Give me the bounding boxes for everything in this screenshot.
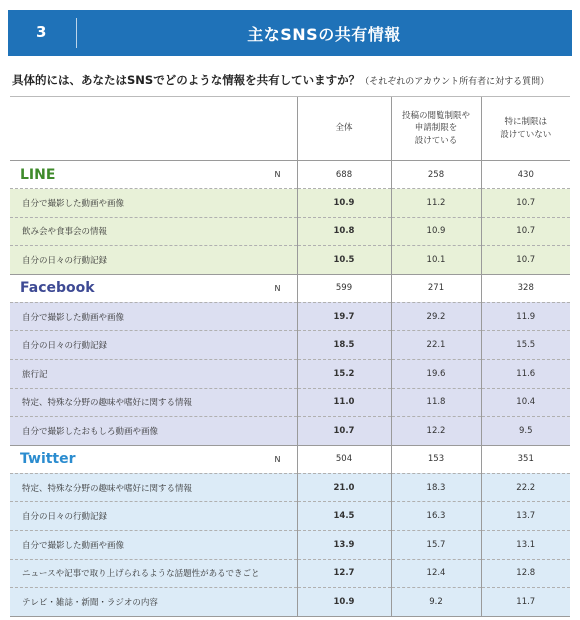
cell-value: 18.3 bbox=[391, 473, 481, 502]
cell-value: 11.7 bbox=[481, 588, 570, 617]
cell-value: 11.0 bbox=[297, 388, 391, 417]
cell-value: 22.1 bbox=[391, 331, 481, 360]
table-row bbox=[10, 359, 570, 388]
n-value: 351 bbox=[481, 445, 570, 473]
row-label: 自分で撮影した動画や画像 bbox=[10, 189, 297, 218]
cell-value: 18.5 bbox=[297, 331, 391, 360]
n-value: 504 bbox=[297, 445, 391, 473]
header-blank bbox=[10, 97, 297, 161]
cell-value: 11.2 bbox=[391, 189, 481, 218]
cell-value: 10.5 bbox=[297, 246, 391, 275]
table-row bbox=[10, 388, 570, 417]
cell-value: 11.8 bbox=[391, 388, 481, 417]
table-row bbox=[10, 588, 570, 617]
row-label: ニュースや記事で取り上げられるような話題性があるできごと bbox=[10, 559, 297, 588]
cell-value: 29.2 bbox=[391, 302, 481, 331]
n-label: N bbox=[274, 283, 281, 293]
cell-value: 12.7 bbox=[297, 559, 391, 588]
cell-value: 10.8 bbox=[297, 217, 391, 246]
cell-value: 13.9 bbox=[297, 530, 391, 559]
table-header-row bbox=[10, 97, 570, 161]
cell-value: 10.1 bbox=[391, 246, 481, 275]
cell-value: 15.5 bbox=[481, 331, 570, 360]
table-row bbox=[10, 302, 570, 331]
cell-value: 11.9 bbox=[481, 302, 570, 331]
survey-question bbox=[12, 72, 572, 88]
service-name-line: LINE N bbox=[10, 161, 297, 189]
table-row bbox=[10, 530, 570, 559]
column-header-restricted: 投稿の閲覧制限や 申請制限を 設けている bbox=[391, 97, 481, 161]
service-row-facebook bbox=[10, 274, 570, 302]
section-number: 3 bbox=[36, 23, 47, 41]
table-row bbox=[10, 502, 570, 531]
table-row bbox=[10, 189, 570, 218]
n-value: 599 bbox=[297, 274, 391, 302]
row-label: 自分の日々の行動記録 bbox=[10, 502, 297, 531]
n-label: N bbox=[274, 454, 281, 464]
table-row bbox=[10, 331, 570, 360]
row-label: 特定、特殊な分野の趣味や嗜好に関する情報 bbox=[10, 388, 297, 417]
cell-value: 10.7 bbox=[481, 217, 570, 246]
service-row-twitter bbox=[10, 445, 570, 473]
cell-value: 21.0 bbox=[297, 473, 391, 502]
cell-value: 16.3 bbox=[391, 502, 481, 531]
cell-value: 10.4 bbox=[481, 388, 570, 417]
cell-value: 12.8 bbox=[481, 559, 570, 588]
column-header-unrestricted: 特に制限は 設けていない bbox=[481, 97, 570, 161]
row-label: 旅行記 bbox=[10, 359, 297, 388]
service-name-facebook: Facebook N bbox=[10, 274, 297, 302]
cell-value: 22.2 bbox=[481, 473, 570, 502]
section-header bbox=[8, 10, 572, 56]
n-value: 688 bbox=[297, 161, 391, 189]
row-label: テレビ・雑誌・新聞・ラジオの内容 bbox=[10, 588, 297, 617]
row-label: 飲み会や食事会の情報 bbox=[10, 217, 297, 246]
table-row bbox=[10, 246, 570, 275]
row-label: 自分で撮影した動画や画像 bbox=[10, 302, 297, 331]
cell-value: 13.1 bbox=[481, 530, 570, 559]
cell-value: 19.6 bbox=[391, 359, 481, 388]
cell-value: 10.9 bbox=[297, 189, 391, 218]
row-label: 特定、特殊な分野の趣味や嗜好に関する情報 bbox=[10, 473, 297, 502]
row-label: 自分の日々の行動記録 bbox=[10, 331, 297, 360]
question-note: （それぞれのアカウント所有者に対する質問） bbox=[360, 77, 550, 87]
n-value: 271 bbox=[391, 274, 481, 302]
table-row bbox=[10, 473, 570, 502]
cell-value: 12.2 bbox=[391, 417, 481, 446]
n-value: 153 bbox=[391, 445, 481, 473]
table-row bbox=[10, 559, 570, 588]
cell-value: 19.7 bbox=[297, 302, 391, 331]
n-value: 430 bbox=[481, 161, 570, 189]
row-label: 自分で撮影したおもしろ動画や画像 bbox=[10, 417, 297, 446]
cell-value: 14.5 bbox=[297, 502, 391, 531]
n-label: N bbox=[274, 170, 281, 179]
cell-value: 10.7 bbox=[481, 189, 570, 218]
cell-value: 9.2 bbox=[391, 588, 481, 617]
question-text: 具体的には、あなたはSNSでどのような情報を共有していますか？ bbox=[12, 73, 361, 87]
row-label: 自分の日々の行動記録 bbox=[10, 246, 297, 275]
table-row bbox=[10, 417, 570, 446]
service-name-twitter: Twitter N bbox=[10, 445, 297, 473]
cell-value: 15.7 bbox=[391, 530, 481, 559]
n-value: 328 bbox=[481, 274, 570, 302]
cell-value: 9.5 bbox=[481, 417, 570, 446]
cell-value: 10.9 bbox=[297, 588, 391, 617]
row-label: 自分で撮影した動画や画像 bbox=[10, 530, 297, 559]
sns-share-table bbox=[10, 96, 570, 617]
table-row bbox=[10, 217, 570, 246]
cell-value: 10.9 bbox=[391, 217, 481, 246]
cell-value: 11.6 bbox=[481, 359, 570, 388]
cell-value: 15.2 bbox=[297, 359, 391, 388]
cell-value: 13.7 bbox=[481, 502, 570, 531]
column-header-total: 全体 bbox=[297, 97, 391, 161]
n-value: 258 bbox=[391, 161, 481, 189]
cell-value: 12.4 bbox=[391, 559, 481, 588]
cell-value: 10.7 bbox=[297, 417, 391, 446]
cell-value: 10.7 bbox=[481, 246, 570, 275]
section-title: 主なSNSの共有情報 bbox=[247, 25, 401, 44]
service-row-line bbox=[10, 161, 570, 189]
